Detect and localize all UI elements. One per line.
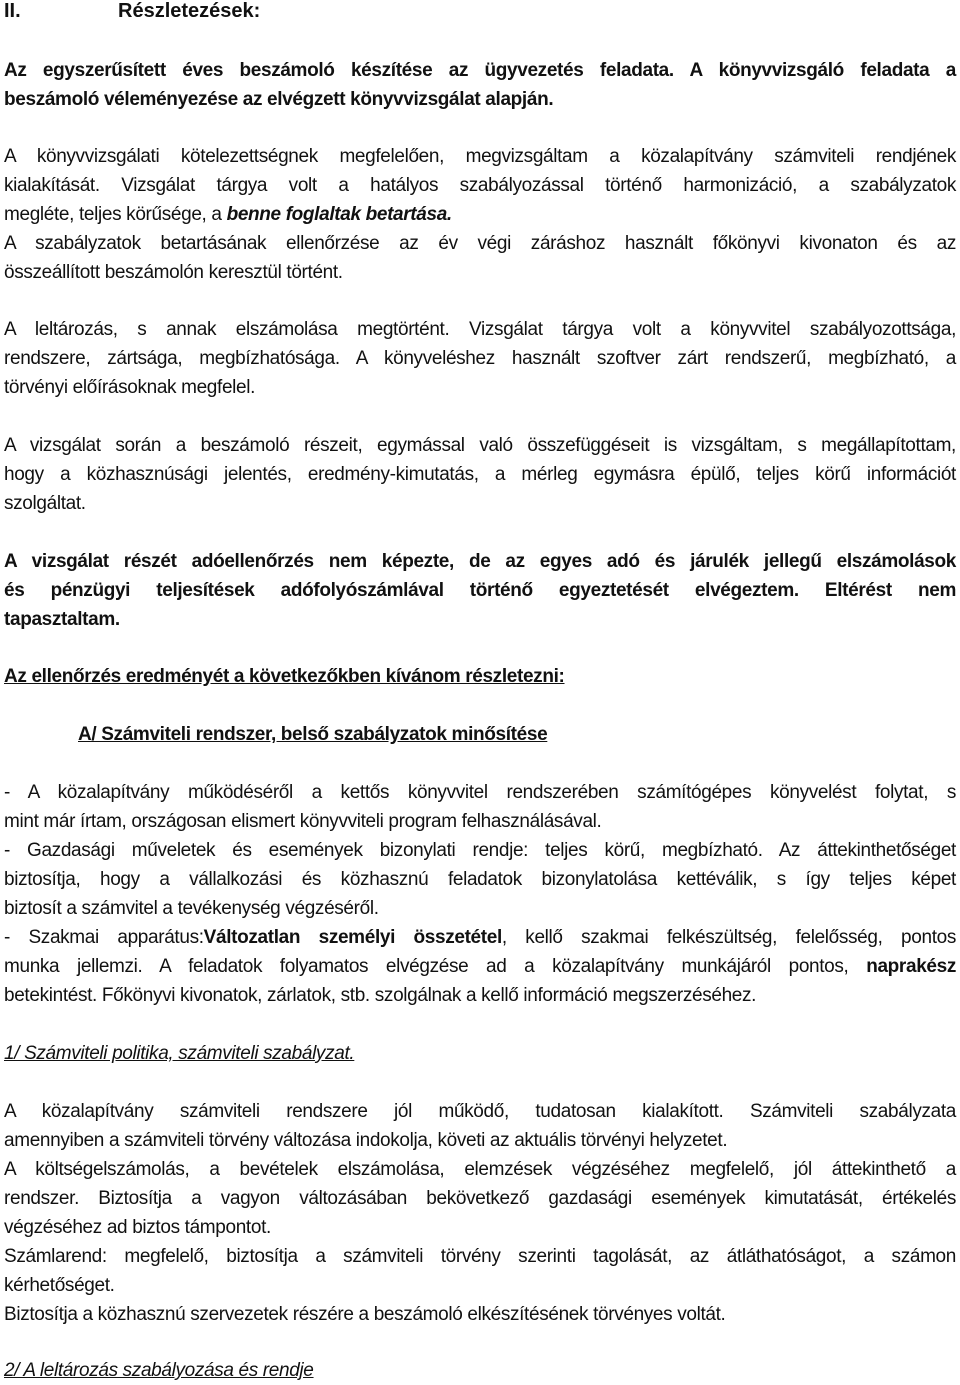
text-line: és pénzügyi teljesítések adófolyószámlával történő egyeztetését elvégeztem. Eltérést nem bbox=[4, 580, 956, 601]
text-line: biztosítja, hogy a vállalkozási és közhasznú feladatok bizonylatolása kettéválik, s így teljes képet bbox=[4, 869, 956, 890]
text-line: hogy a közhasznúsági jelentés, eredmény-kimutatás, a mérleg egymásra épülő, teljes körű információt bbox=[4, 464, 956, 485]
text-line: szolgáltat. bbox=[4, 493, 86, 514]
audit-scope-paragraph bbox=[4, 142, 956, 287]
text-line: amennyiben a számviteli törvény változása indokolja, követi az aktuális törvényi helyzetet. bbox=[4, 1130, 728, 1151]
tax-check-paragraph bbox=[4, 547, 956, 634]
text-line: biztosít a számvitel a tevékenység végzéséről. bbox=[4, 898, 379, 919]
text-line: végzéséhez ad biztos támpontot. bbox=[4, 1217, 271, 1238]
text-line: A leltározás, s annak elszámolása megtörtént. Vizsgálat tárgya volt a könyvvitel szabályozottsága, bbox=[4, 319, 956, 340]
text-line: A vizsgálat részét adóellenőrzés nem képezte, de az egyes adó és járulék jellegű elszámolások bbox=[4, 551, 956, 572]
text-line bbox=[4, 952, 956, 981]
text-line: kérhetőséget. bbox=[4, 1275, 115, 1296]
text-line: törvényi előírásoknak megfelel. bbox=[4, 377, 256, 398]
subsection-2-heading bbox=[4, 1356, 956, 1385]
text-line: A könyvvizsgálati kötelezettségnek megfelelően, megvizsgáltam a közalapítvány számviteli rendjének bbox=[4, 146, 956, 167]
text-line bbox=[4, 923, 956, 952]
report-parts-paragraph bbox=[4, 431, 956, 518]
text-line: összeállított beszámolón keresztül történt. bbox=[4, 262, 343, 283]
text-line: Az ellenőrzés eredményét a következőkben kívánom részletezni: bbox=[4, 666, 565, 687]
emphasis-text: benne foglaltak betartása. bbox=[226, 204, 452, 225]
intro-paragraph bbox=[4, 56, 956, 114]
text-span: megléte, teljes körűsége, a bbox=[4, 204, 227, 225]
emphasis-text: naprakész bbox=[866, 956, 956, 977]
accounting-policy-paragraph bbox=[4, 1097, 956, 1329]
section-number: II. bbox=[4, 0, 21, 22]
results-heading bbox=[4, 662, 956, 691]
text-line bbox=[4, 200, 956, 229]
text-line: A vizsgálat során a beszámoló részeit, egymással való összefüggéseit is vizsgáltam, s megállapítottam, bbox=[4, 435, 956, 456]
text-line: 2/ A leltározás szabályozása és rendje bbox=[4, 1360, 314, 1381]
text-line: mint már írtam, országosan elismert könyvviteli program felhasználásával. bbox=[4, 811, 602, 832]
text-span: - Szakmai apparátus: bbox=[4, 927, 204, 948]
text-line: Biztosítja a közhasznú szervezetek részére a beszámoló elkészítésének törvényes voltát. bbox=[4, 1304, 726, 1325]
text-line: - A közalapítvány működéséről a kettős könyvvitel rendszerében számítógépes könyvelést folytat, s bbox=[4, 782, 956, 803]
text-line: Számlarend: megfelelő, biztosítja a számviteli törvény szerinti tagolását, az átláthatóságot, a számon bbox=[4, 1246, 956, 1267]
inventory-paragraph bbox=[4, 315, 956, 402]
section-title: Részletezések: bbox=[118, 0, 261, 22]
text-line: beszámoló véleményezése az elvégzett könyvvizsgálat alapján. bbox=[4, 89, 554, 110]
emphasis-text: Változatlan személyi összetétel bbox=[203, 927, 502, 948]
text-line: A költségelszámolás, a bevételek elszámolása, elemzések végzéséhez megfelelő, jól áttekinthető a bbox=[4, 1159, 956, 1180]
text-line: A közalapítvány számviteli rendszere jól működő, tudatosan kialakított. Számviteli szabályzata bbox=[4, 1101, 956, 1122]
subsection-1-heading bbox=[4, 1039, 956, 1068]
text-line: tapasztaltam. bbox=[4, 609, 120, 630]
text-line: betekintést. Főkönyvi kivonatok, zárlatok, stb. szolgálnak a kellő információ megszerzéséhez. bbox=[4, 985, 757, 1006]
text-line: rendszer. Biztosítja a vagyon változásában bekövetkező gazdasági események kimutatását, értékelés bbox=[4, 1188, 956, 1209]
section-heading bbox=[4, 0, 260, 26]
text-line: rendszere, zártsága, megbízhatósága. A könyveléshez használt szoftver zárt rendszerű, megbízható, a bbox=[4, 348, 956, 369]
text-span: munka jellemzi. A feladatok folyamatos elvégzése ad a közalapítvány munkájáról pontos, bbox=[4, 956, 867, 977]
text-line: kialakítását. Vizsgálat tárgya volt a hatályos szabályozással történő harmonizáció, a szabályzatok bbox=[4, 175, 956, 196]
text-line: 1/ Számviteli politika, számviteli szabályzat. bbox=[4, 1043, 355, 1064]
text-span: , kellő szakmai felkészültség, felelősség, pontos bbox=[501, 927, 956, 948]
accounting-system-paragraph bbox=[4, 778, 956, 1010]
text-line: - Gazdasági műveletek és események bizonylati rendje: teljes körű, megbízható. Az áttekinthetőséget bbox=[4, 840, 956, 861]
text-line: Az egyszerűsített éves beszámoló készítése az ügyvezetés feladata. A könyvvizsgáló feladata a bbox=[4, 60, 956, 81]
section-a-heading bbox=[78, 720, 778, 749]
text-line: A szabályzatok betartásának ellenőrzése az év végi záráshoz használt főkönyvi kivonaton és az bbox=[4, 233, 956, 254]
text-line: A/ Számviteli rendszer, belső szabályzatok minősítése bbox=[78, 724, 548, 745]
